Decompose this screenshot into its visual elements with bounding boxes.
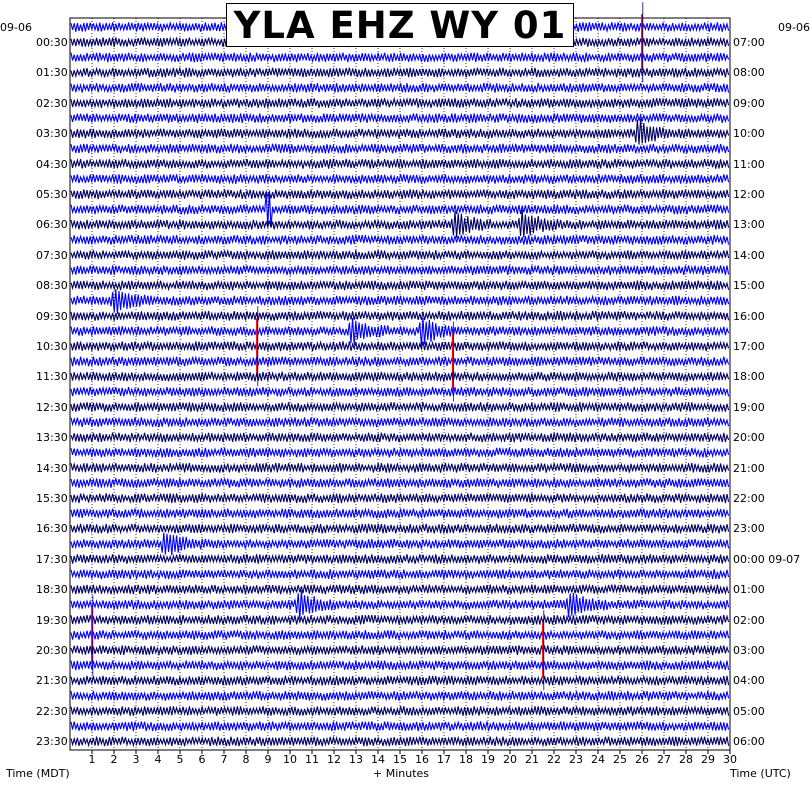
left-time-tick: 18:30 bbox=[36, 583, 68, 597]
right-time-tick: 01:00 bbox=[733, 583, 765, 597]
chart-title-box bbox=[226, 3, 574, 47]
right-time-tick: 00:00 09-07 bbox=[733, 552, 801, 566]
x-tick-label: 16 bbox=[415, 753, 429, 766]
left-time-tick: 19:30 bbox=[36, 613, 68, 627]
left-time-tick: 17:30 bbox=[36, 552, 68, 566]
x-tick-label: 1 bbox=[88, 753, 96, 766]
right-time-tick: 06:00 bbox=[733, 735, 765, 749]
right-time-tick: 03:00 bbox=[733, 644, 765, 657]
x-tick-label: 22 bbox=[547, 753, 561, 766]
right-time-tick: 16:00 bbox=[733, 309, 765, 323]
x-tick-label: 15 bbox=[393, 753, 407, 766]
x-tick-label: 28 bbox=[679, 753, 693, 766]
x-tick-label: 9 bbox=[264, 753, 272, 766]
left-time-tick: 08:30 bbox=[36, 279, 68, 293]
left-time-tick: 12:30 bbox=[36, 400, 68, 414]
left-time-tick: 13:30 bbox=[36, 431, 68, 445]
right-time-tick: 20:00 bbox=[733, 431, 765, 445]
left-axis-label: Time (MDT) bbox=[6, 767, 70, 780]
right-time-tick: 14:00 bbox=[733, 248, 765, 262]
left-time-tick: 06:30 bbox=[36, 218, 68, 232]
left-time-tick: 16:30 bbox=[36, 522, 68, 536]
left-time-tick: 10:30 bbox=[36, 340, 68, 353]
start-date-label: 09-06 bbox=[0, 21, 32, 34]
left-time-tick: 11:30 bbox=[36, 370, 68, 384]
x-tick-label: 29 bbox=[701, 753, 715, 766]
right-time-tick: 15:00 bbox=[733, 279, 765, 293]
right-time-tick: 02:00 bbox=[733, 613, 765, 627]
x-tick-label: 3 bbox=[132, 753, 140, 766]
x-tick-label: 26 bbox=[635, 753, 649, 766]
x-tick-label: 11 bbox=[305, 753, 319, 766]
right-time-tick: 21:00 bbox=[733, 461, 765, 475]
right-time-tick: 13:00 bbox=[733, 218, 765, 232]
right-time-tick: 19:00 bbox=[733, 400, 765, 414]
left-time-tick: 20:30 bbox=[36, 644, 68, 657]
left-time-tick: 22:30 bbox=[36, 704, 68, 718]
x-tick-label: 21 bbox=[525, 753, 539, 766]
x-tick-label: 4 bbox=[154, 753, 162, 766]
left-time-tick: 00:30 bbox=[36, 36, 68, 49]
x-tick-label: 19 bbox=[481, 753, 495, 766]
right-time-tick: 18:00 bbox=[733, 370, 765, 384]
x-tick-label: 8 bbox=[242, 753, 250, 766]
right-time-tick: 12:00 bbox=[733, 188, 765, 201]
left-time-tick: 05:30 bbox=[36, 188, 68, 201]
left-time-tick: 07:30 bbox=[36, 248, 68, 262]
right-time-tick: 07:00 bbox=[733, 36, 765, 49]
x-tick-label: 24 bbox=[591, 753, 605, 766]
x-tick-label: 2 bbox=[110, 753, 118, 766]
right-time-tick: 11:00 bbox=[733, 157, 765, 171]
right-time-tick: 04:00 bbox=[733, 674, 765, 688]
x-tick-label: 5 bbox=[176, 753, 184, 766]
right-axis-label: Time (UTC) bbox=[730, 767, 791, 780]
chart-title: YLA EHZ WY 01 bbox=[233, 3, 567, 47]
right-time-tick: 10:00 bbox=[733, 127, 765, 141]
left-time-tick: 21:30 bbox=[36, 674, 68, 688]
left-time-tick: 02:30 bbox=[36, 96, 68, 110]
right-time-tick: 08:00 bbox=[733, 66, 765, 80]
left-time-tick: 23:30 bbox=[36, 735, 68, 749]
right-time-tick: 22:00 bbox=[733, 492, 765, 505]
x-tick-label: 6 bbox=[198, 753, 206, 766]
end-date-label: 09-06 bbox=[778, 21, 810, 34]
x-tick-label: 23 bbox=[569, 753, 583, 766]
x-tick-label: 20 bbox=[503, 753, 517, 766]
x-tick-label: 25 bbox=[613, 753, 627, 766]
right-time-tick: 23:00 bbox=[733, 522, 765, 536]
x-tick-label: 17 bbox=[437, 753, 451, 766]
left-time-tick: 09:30 bbox=[36, 309, 68, 323]
left-time-tick: 03:30 bbox=[36, 127, 68, 141]
x-tick-label: 7 bbox=[220, 753, 228, 766]
x-tick-label: 30 bbox=[723, 753, 737, 766]
x-tick-label: 27 bbox=[657, 753, 671, 766]
right-time-tick: 05:00 bbox=[733, 704, 765, 718]
x-tick-label: 18 bbox=[459, 753, 473, 766]
x-tick-label: 10 bbox=[283, 753, 297, 766]
left-time-tick: 04:30 bbox=[36, 157, 68, 171]
left-time-tick: 15:30 bbox=[36, 492, 68, 505]
x-tick-label: 12 bbox=[327, 753, 341, 766]
x-axis-label: + Minutes bbox=[373, 767, 430, 780]
x-tick-label: 13 bbox=[349, 753, 363, 766]
right-time-tick: 09:00 bbox=[733, 96, 765, 110]
right-time-tick: 17:00 bbox=[733, 340, 765, 353]
left-time-tick: 01:30 bbox=[36, 66, 68, 80]
x-tick-label: 14 bbox=[371, 753, 385, 766]
left-time-tick: 14:30 bbox=[36, 461, 68, 475]
